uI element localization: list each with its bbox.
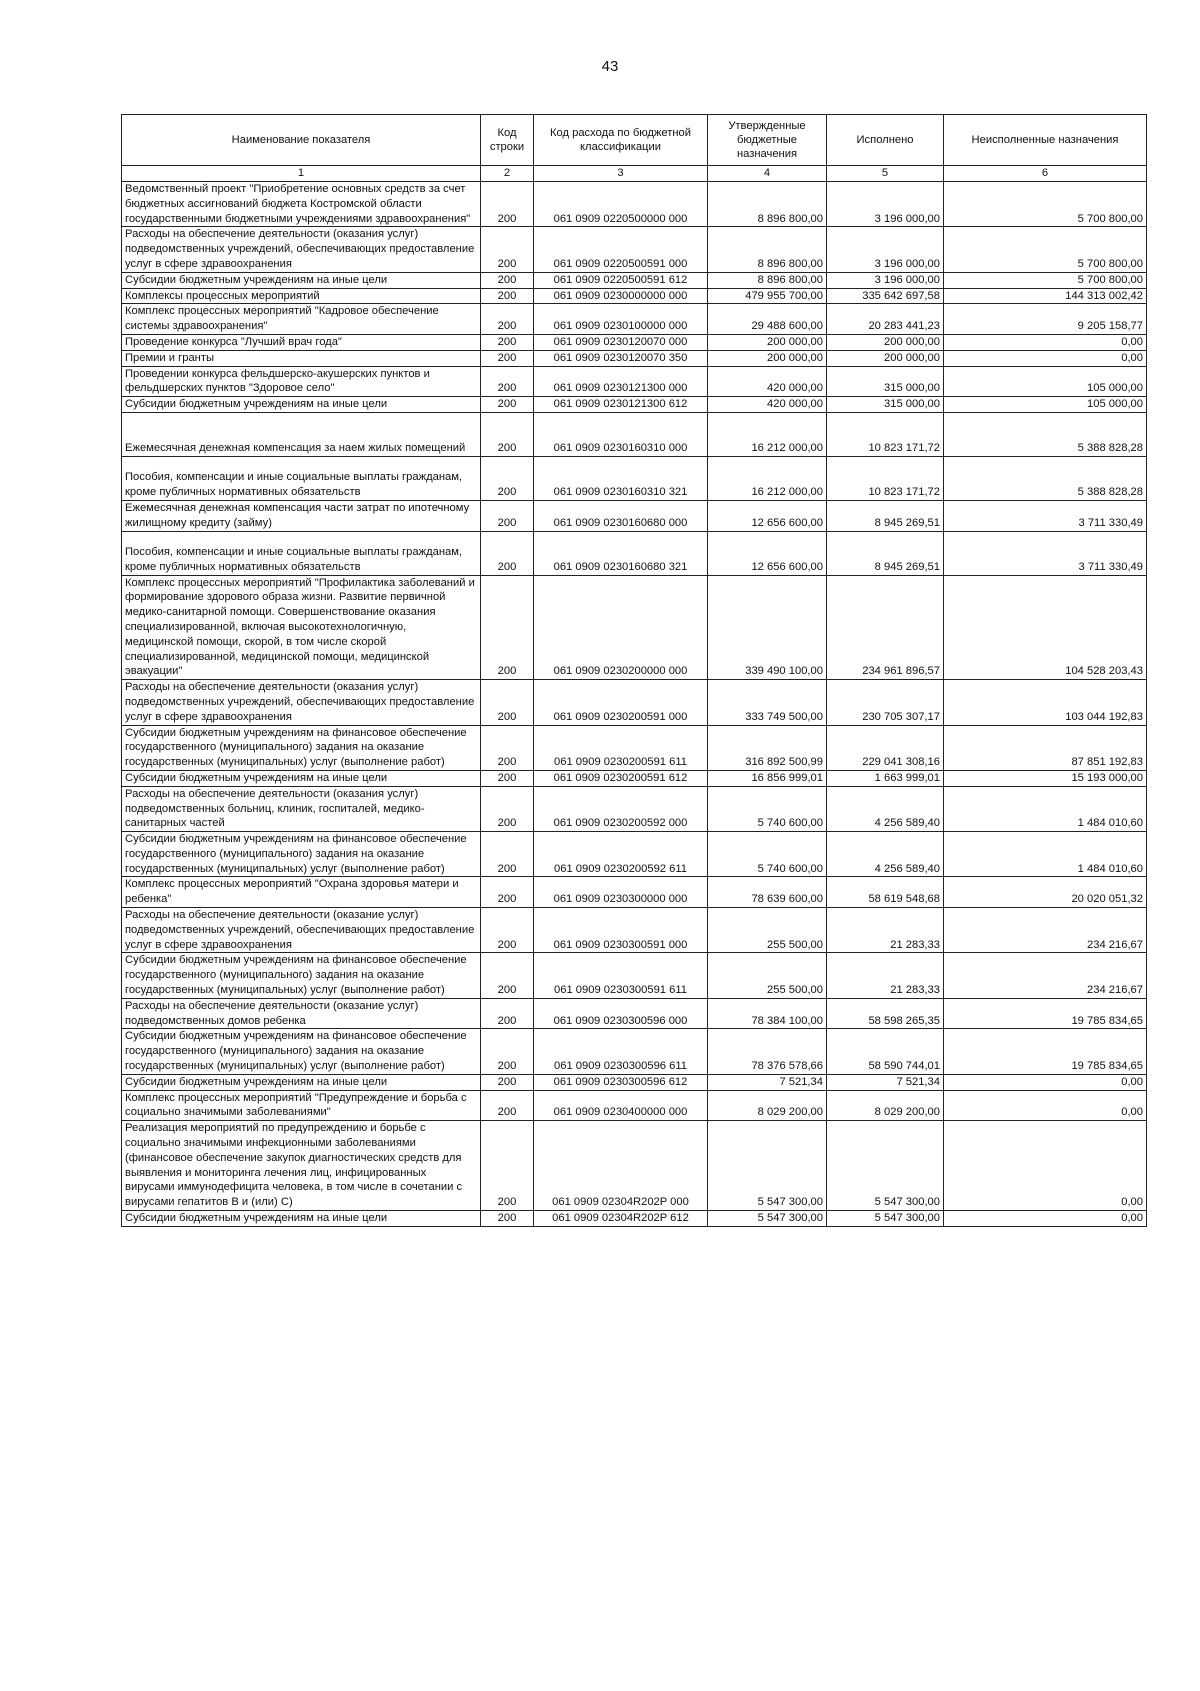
row-executed: 5 547 300,00 bbox=[827, 1211, 944, 1227]
row-code: 200 bbox=[481, 334, 534, 350]
row-budget-code: 061 0909 0230300596 611 bbox=[534, 1029, 708, 1074]
row-unexecuted: 234 216,67 bbox=[944, 953, 1147, 998]
table-row bbox=[122, 680, 1147, 725]
row-name: Расходы на обеспечение деятельности (оказания услуг) подведомственных учреждений, обеспечивающих предоставление услуг в сфере здравоохранения bbox=[122, 227, 481, 272]
row-executed: 3 196 000,00 bbox=[827, 227, 944, 272]
row-name: Реализация мероприятий по предупреждению и борьбе с социально значимыми инфекционными заболеваниями (финансовое обеспечение закупок диагностических средств для выявления и мониторинга лечения лиц, инфицированных вирусами иммунодефицита человека, в том числе в сочетании с вирусами гепатитов B и (или) C) bbox=[122, 1121, 481, 1211]
row-code: 200 bbox=[481, 350, 534, 366]
row-approved: 255 500,00 bbox=[708, 953, 827, 998]
row-approved: 420 000,00 bbox=[708, 397, 827, 413]
table-row bbox=[122, 908, 1147, 953]
row-name: Ежемесячная денежная компенсация за наем жилых помещений bbox=[122, 412, 481, 456]
table-row bbox=[122, 531, 1147, 575]
row-code: 200 bbox=[481, 456, 534, 500]
row-approved: 5 740 600,00 bbox=[708, 832, 827, 877]
row-executed: 335 642 697,58 bbox=[827, 288, 944, 304]
row-code: 200 bbox=[481, 500, 534, 531]
row-unexecuted: 3 711 330,49 bbox=[944, 531, 1147, 575]
table-row bbox=[122, 998, 1147, 1029]
table-row bbox=[122, 304, 1147, 335]
row-code: 200 bbox=[481, 1090, 534, 1121]
row-name: Ежемесячная денежная компенсация части затрат по ипотечному жилищному кредиту (займу) bbox=[122, 500, 481, 531]
row-executed: 58 598 265,35 bbox=[827, 998, 944, 1029]
table-row bbox=[122, 350, 1147, 366]
row-code: 200 bbox=[481, 288, 534, 304]
row-budget-code: 061 0909 0220500000 000 bbox=[534, 182, 708, 227]
row-code: 200 bbox=[481, 531, 534, 575]
column-index: 3 bbox=[534, 166, 708, 182]
row-unexecuted: 0,00 bbox=[944, 1074, 1147, 1090]
row-budget-code: 061 0909 0230160680 321 bbox=[534, 531, 708, 575]
row-name: Субсидии бюджетным учреждениям на иные цели bbox=[122, 397, 481, 413]
row-unexecuted: 3 711 330,49 bbox=[944, 500, 1147, 531]
row-name: Субсидии бюджетным учреждениям на финансовое обеспечение государственного (муниципального) задания на оказание государственных (муниципальных) услуг (выполнение работ) bbox=[122, 725, 481, 770]
row-code: 200 bbox=[481, 877, 534, 908]
row-executed: 21 283,33 bbox=[827, 953, 944, 998]
table-row bbox=[122, 272, 1147, 288]
row-name: Комплекс процессных мероприятий "Предупреждение и борьба с социально значимыми заболеваниями" bbox=[122, 1090, 481, 1121]
row-unexecuted: 87 851 192,83 bbox=[944, 725, 1147, 770]
row-executed: 5 547 300,00 bbox=[827, 1121, 944, 1211]
row-unexecuted: 104 528 203,43 bbox=[944, 575, 1147, 680]
row-executed: 10 823 171,72 bbox=[827, 456, 944, 500]
table-row bbox=[122, 725, 1147, 770]
row-unexecuted: 0,00 bbox=[944, 350, 1147, 366]
row-unexecuted: 5 700 800,00 bbox=[944, 227, 1147, 272]
row-executed: 21 283,33 bbox=[827, 908, 944, 953]
table-row bbox=[122, 1074, 1147, 1090]
table-row bbox=[122, 1090, 1147, 1121]
row-name: Субсидии бюджетным учреждениям на финансовое обеспечение государственного (муниципального) задания на оказание государственных (муниципальных) услуг (выполнение работ) bbox=[122, 832, 481, 877]
row-approved: 16 856 999,01 bbox=[708, 770, 827, 786]
column-index: 2 bbox=[481, 166, 534, 182]
row-code: 200 bbox=[481, 397, 534, 413]
row-approved: 479 955 700,00 bbox=[708, 288, 827, 304]
row-budget-code: 061 0909 0230200591 000 bbox=[534, 680, 708, 725]
row-budget-code: 061 0909 0230120070 000 bbox=[534, 334, 708, 350]
row-unexecuted: 0,00 bbox=[944, 1090, 1147, 1121]
row-approved: 12 656 600,00 bbox=[708, 500, 827, 531]
row-approved: 29 488 600,00 bbox=[708, 304, 827, 335]
row-budget-code: 061 0909 0230400000 000 bbox=[534, 1090, 708, 1121]
header-name: Наименование показателя bbox=[122, 115, 481, 166]
row-budget-code: 061 0909 0230160680 000 bbox=[534, 500, 708, 531]
row-budget-code: 061 0909 0230200591 612 bbox=[534, 770, 708, 786]
table-body bbox=[122, 182, 1147, 1227]
table-row bbox=[122, 877, 1147, 908]
row-approved: 78 376 578,66 bbox=[708, 1029, 827, 1074]
column-index: 5 bbox=[827, 166, 944, 182]
row-code: 200 bbox=[481, 272, 534, 288]
row-approved: 5 740 600,00 bbox=[708, 786, 827, 831]
row-executed: 58 619 548,68 bbox=[827, 877, 944, 908]
row-budget-code: 061 0909 0230200591 611 bbox=[534, 725, 708, 770]
row-budget-code: 061 0909 0230200000 000 bbox=[534, 575, 708, 680]
row-approved: 7 521,34 bbox=[708, 1074, 827, 1090]
row-approved: 5 547 300,00 bbox=[708, 1211, 827, 1227]
header-row-code: Код строки bbox=[481, 115, 534, 166]
row-budget-code: 061 0909 0230300591 000 bbox=[534, 908, 708, 953]
row-executed: 10 823 171,72 bbox=[827, 412, 944, 456]
table-row bbox=[122, 1211, 1147, 1227]
table-row bbox=[122, 500, 1147, 531]
row-unexecuted: 0,00 bbox=[944, 1211, 1147, 1227]
row-approved: 339 490 100,00 bbox=[708, 575, 827, 680]
row-budget-code: 061 0909 0230300000 000 bbox=[534, 877, 708, 908]
row-budget-code: 061 0909 0230000000 000 bbox=[534, 288, 708, 304]
page-number: 43 bbox=[601, 58, 619, 75]
row-executed: 8 029 200,00 bbox=[827, 1090, 944, 1121]
row-code: 200 bbox=[481, 908, 534, 953]
header-executed: Исполнено bbox=[827, 115, 944, 166]
row-approved: 16 212 000,00 bbox=[708, 412, 827, 456]
row-unexecuted: 105 000,00 bbox=[944, 366, 1147, 397]
table-row bbox=[122, 288, 1147, 304]
row-name: Ведомственный проект "Приобретение основных средств за счет бюджетных ассигнований бюджета Костромской области государственными бюджетными учреждениями здравоохранения" bbox=[122, 182, 481, 227]
row-executed: 200 000,00 bbox=[827, 350, 944, 366]
row-executed: 3 196 000,00 bbox=[827, 182, 944, 227]
row-unexecuted: 15 193 000,00 bbox=[944, 770, 1147, 786]
table-row bbox=[122, 832, 1147, 877]
row-executed: 7 521,34 bbox=[827, 1074, 944, 1090]
row-approved: 420 000,00 bbox=[708, 366, 827, 397]
row-unexecuted: 20 020 051,32 bbox=[944, 877, 1147, 908]
table-row bbox=[122, 397, 1147, 413]
row-name: Субсидии бюджетным учреждениям на иные цели bbox=[122, 770, 481, 786]
row-code: 200 bbox=[481, 575, 534, 680]
row-code: 200 bbox=[481, 786, 534, 831]
row-approved: 333 749 500,00 bbox=[708, 680, 827, 725]
row-unexecuted: 5 388 828,28 bbox=[944, 456, 1147, 500]
row-budget-code: 061 0909 0230121300 000 bbox=[534, 366, 708, 397]
row-code: 200 bbox=[481, 1029, 534, 1074]
header-unexecuted: Неисполненные назначения bbox=[944, 115, 1147, 166]
row-budget-code: 061 0909 02304R202P 000 bbox=[534, 1121, 708, 1211]
row-executed: 3 196 000,00 bbox=[827, 272, 944, 288]
row-name: Пособия, компенсации и иные социальные выплаты гражданам, кроме публичных нормативных обязательств bbox=[122, 531, 481, 575]
table-row bbox=[122, 412, 1147, 456]
row-budget-code: 061 0909 0230200592 611 bbox=[534, 832, 708, 877]
row-name: Расходы на обеспечение деятельности (оказания услуг) подведомственных больниц, клиник, госпиталей, медико-санитарных частей bbox=[122, 786, 481, 831]
row-code: 200 bbox=[481, 227, 534, 272]
table-header-row bbox=[122, 115, 1147, 166]
table-row bbox=[122, 227, 1147, 272]
row-executed: 20 283 441,23 bbox=[827, 304, 944, 335]
row-budget-code: 061 0909 0230100000 000 bbox=[534, 304, 708, 335]
column-index: 6 bbox=[944, 166, 1147, 182]
table-row bbox=[122, 366, 1147, 397]
table-row bbox=[122, 1121, 1147, 1211]
row-approved: 5 547 300,00 bbox=[708, 1121, 827, 1211]
column-index: 4 bbox=[708, 166, 827, 182]
row-executed: 58 590 744,01 bbox=[827, 1029, 944, 1074]
row-unexecuted: 105 000,00 bbox=[944, 397, 1147, 413]
row-name: Субсидии бюджетным учреждениям на иные цели bbox=[122, 1074, 481, 1090]
row-code: 200 bbox=[481, 1211, 534, 1227]
row-unexecuted: 5 388 828,28 bbox=[944, 412, 1147, 456]
row-approved: 8 896 800,00 bbox=[708, 182, 827, 227]
row-code: 200 bbox=[481, 304, 534, 335]
row-approved: 255 500,00 bbox=[708, 908, 827, 953]
row-executed: 230 705 307,17 bbox=[827, 680, 944, 725]
row-code: 200 bbox=[481, 412, 534, 456]
budget-execution-table bbox=[121, 114, 1147, 1227]
table-row bbox=[122, 786, 1147, 831]
row-unexecuted: 103 044 192,83 bbox=[944, 680, 1147, 725]
row-code: 200 bbox=[481, 1121, 534, 1211]
header-approved: Утвержденные бюджетные назначения bbox=[708, 115, 827, 166]
row-budget-code: 061 0909 0230300596 612 bbox=[534, 1074, 708, 1090]
row-name: Субсидии бюджетным учреждениям на иные цели bbox=[122, 272, 481, 288]
row-executed: 8 945 269,51 bbox=[827, 531, 944, 575]
row-code: 200 bbox=[481, 998, 534, 1029]
row-code: 200 bbox=[481, 725, 534, 770]
row-unexecuted: 144 313 002,42 bbox=[944, 288, 1147, 304]
row-name: Субсидии бюджетным учреждениям на финансовое обеспечение государственного (муниципального) задания на оказание государственных (муниципальных) услуг (выполнение работ) bbox=[122, 953, 481, 998]
column-index: 1 bbox=[122, 166, 481, 182]
row-approved: 16 212 000,00 bbox=[708, 456, 827, 500]
row-executed: 4 256 589,40 bbox=[827, 832, 944, 877]
table-row bbox=[122, 182, 1147, 227]
row-budget-code: 061 0909 02304R202P 612 bbox=[534, 1211, 708, 1227]
row-name: Субсидии бюджетным учреждениям на финансовое обеспечение государственного (муниципального) задания на оказание государственных (муниципальных) услуг (выполнение работ) bbox=[122, 1029, 481, 1074]
row-name: Субсидии бюджетным учреждениям на иные цели bbox=[122, 1211, 481, 1227]
row-name: Комплекс процессных мероприятий "Профилактика заболеваний и формирование здорового образа жизни. Развитие первичной медико-санитарной помощи. Совершенствование оказания специализированной, включая высокотехнологичную, медицинской помощи, скорой, в том числе скорой специализированной, медицинской помощи, медицинской эвакуации" bbox=[122, 575, 481, 680]
row-budget-code: 061 0909 0230121300 612 bbox=[534, 397, 708, 413]
row-name: Пособия, компенсации и иные социальные выплаты гражданам, кроме публичных нормативных обязательств bbox=[122, 456, 481, 500]
row-budget-code: 061 0909 0230300591 611 bbox=[534, 953, 708, 998]
row-name: Комплекс процессных мероприятий "Охрана здоровья матери и ребенка" bbox=[122, 877, 481, 908]
row-name: Проведение конкурса "Лучший врач года" bbox=[122, 334, 481, 350]
row-executed: 234 961 896,57 bbox=[827, 575, 944, 680]
row-unexecuted: 0,00 bbox=[944, 334, 1147, 350]
row-budget-code: 061 0909 0230160310 321 bbox=[534, 456, 708, 500]
row-code: 200 bbox=[481, 182, 534, 227]
row-budget-code: 061 0909 0230120070 350 bbox=[534, 350, 708, 366]
row-approved: 78 639 600,00 bbox=[708, 877, 827, 908]
row-approved: 78 384 100,00 bbox=[708, 998, 827, 1029]
row-code: 200 bbox=[481, 832, 534, 877]
row-approved: 200 000,00 bbox=[708, 334, 827, 350]
row-code: 200 bbox=[481, 770, 534, 786]
row-code: 200 bbox=[481, 1074, 534, 1090]
row-code: 200 bbox=[481, 680, 534, 725]
table-row bbox=[122, 770, 1147, 786]
row-name: Расходы на обеспечение деятельности (оказание услуг) подведомственных учреждений, обеспечивающих предоставление услуг в сфере здравоохранения bbox=[122, 908, 481, 953]
row-executed: 8 945 269,51 bbox=[827, 500, 944, 531]
row-approved: 8 029 200,00 bbox=[708, 1090, 827, 1121]
row-unexecuted: 0,00 bbox=[944, 1121, 1147, 1211]
row-unexecuted: 234 216,67 bbox=[944, 908, 1147, 953]
column-index-row bbox=[122, 166, 1147, 182]
row-approved: 316 892 500,99 bbox=[708, 725, 827, 770]
row-name: Премии и гранты bbox=[122, 350, 481, 366]
row-budget-code: 061 0909 0220500591 000 bbox=[534, 227, 708, 272]
row-code: 200 bbox=[481, 953, 534, 998]
row-code: 200 bbox=[481, 366, 534, 397]
row-executed: 4 256 589,40 bbox=[827, 786, 944, 831]
row-name: Комплексы процессных мероприятий bbox=[122, 288, 481, 304]
table-row bbox=[122, 1029, 1147, 1074]
table-row bbox=[122, 456, 1147, 500]
row-approved: 8 896 800,00 bbox=[708, 272, 827, 288]
row-executed: 200 000,00 bbox=[827, 334, 944, 350]
row-name: Проведении конкурса фельдшерско-акушерских пунктов и фельдшерских пунктов "Здоровое село" bbox=[122, 366, 481, 397]
row-approved: 12 656 600,00 bbox=[708, 531, 827, 575]
row-unexecuted: 1 484 010,60 bbox=[944, 786, 1147, 831]
row-approved: 8 896 800,00 bbox=[708, 227, 827, 272]
row-executed: 1 663 999,01 bbox=[827, 770, 944, 786]
row-budget-code: 061 0909 0230300596 000 bbox=[534, 998, 708, 1029]
row-budget-code: 061 0909 0230200592 000 bbox=[534, 786, 708, 831]
row-budget-code: 061 0909 0220500591 612 bbox=[534, 272, 708, 288]
row-unexecuted: 19 785 834,65 bbox=[944, 998, 1147, 1029]
row-name: Расходы на обеспечение деятельности (оказания услуг) подведомственных учреждений, обеспечивающих предоставление услуг в сфере здравоохранения bbox=[122, 680, 481, 725]
row-name: Комплекс процессных мероприятий "Кадровое обеспечение системы здравоохранения" bbox=[122, 304, 481, 335]
row-unexecuted: 5 700 800,00 bbox=[944, 182, 1147, 227]
row-executed: 315 000,00 bbox=[827, 397, 944, 413]
row-name: Расходы на обеспечение деятельности (оказание услуг) подведомственных домов ребенка bbox=[122, 998, 481, 1029]
header-budget-code: Код расхода по бюджетной классификации bbox=[534, 115, 708, 166]
row-budget-code: 061 0909 0230160310 000 bbox=[534, 412, 708, 456]
row-executed: 229 041 308,16 bbox=[827, 725, 944, 770]
row-unexecuted: 9 205 158,77 bbox=[944, 304, 1147, 335]
row-approved: 200 000,00 bbox=[708, 350, 827, 366]
table-row bbox=[122, 334, 1147, 350]
row-executed: 315 000,00 bbox=[827, 366, 944, 397]
table-row bbox=[122, 575, 1147, 680]
row-unexecuted: 5 700 800,00 bbox=[944, 272, 1147, 288]
row-unexecuted: 19 785 834,65 bbox=[944, 1029, 1147, 1074]
row-unexecuted: 1 484 010,60 bbox=[944, 832, 1147, 877]
table-row bbox=[122, 953, 1147, 998]
